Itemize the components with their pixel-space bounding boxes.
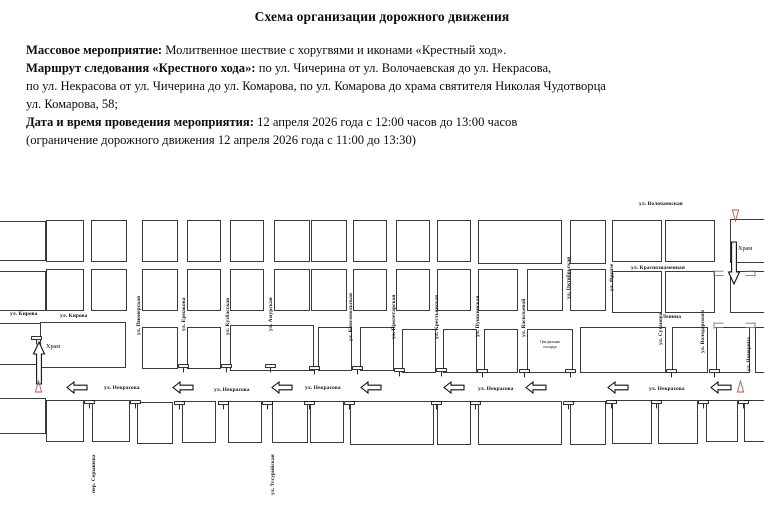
city-block: [570, 220, 606, 264]
barrier-icon: [436, 364, 447, 382]
city-block: [274, 220, 310, 262]
city-block: [311, 269, 347, 311]
city-block: [612, 220, 662, 262]
central-square-line2: площадь: [543, 345, 557, 350]
info-line: [26, 59, 742, 77]
arrow-left-icon: [607, 381, 629, 394]
street-label-chicherina: ул. Чичерина: [746, 337, 752, 371]
city-block: [580, 327, 666, 373]
info-value: ул. Комарова, 58;: [26, 97, 118, 112]
barrier-icon: [470, 397, 481, 415]
city-block: [0, 271, 46, 311]
street-label-kirova-1: ул. Кирова: [10, 311, 38, 317]
street-label-volodarskogo: ул. Володарского: [700, 309, 706, 353]
barrier-icon: [431, 397, 442, 415]
city-block: [0, 221, 46, 261]
city-block: [272, 401, 308, 443]
city-block: [350, 401, 434, 445]
city-block: [91, 220, 127, 262]
street-label-ussuriyskaya: ул. Уссурийская: [270, 454, 276, 495]
city-block: [478, 269, 518, 311]
cone-marker-icon: [34, 380, 43, 398]
city-block: [137, 402, 173, 444]
city-block: [396, 220, 430, 262]
arrow-left-icon: [172, 381, 194, 394]
street-label-kirova-2: ул. Кирова: [60, 313, 88, 319]
barrier-icon: [130, 396, 141, 414]
city-block: [0, 398, 46, 434]
city-block: [228, 401, 262, 443]
city-block: [46, 400, 84, 442]
city-block: [187, 220, 221, 262]
street-label-volochaevskaya: ул. Волочаевская: [639, 201, 683, 207]
barrier-icon: [265, 360, 276, 378]
event-info-block: [26, 41, 742, 149]
street-label-vasilevoy: ул. Васильевой: [521, 298, 527, 337]
arrow-left-icon: [66, 381, 88, 394]
arrow-left-icon: [443, 381, 465, 394]
barrier-icon: [565, 365, 576, 383]
city-block: [142, 269, 178, 311]
city-block: [665, 220, 715, 262]
city-block: [142, 220, 178, 262]
city-block: [230, 220, 264, 262]
street-label-kuzbasskaya: ул. Кузбасская: [225, 297, 231, 335]
street-label-proletarskaya: ул. Пролетарская: [391, 294, 397, 339]
info-value: (ограничение дорожного движения 12 апреля 2026 года с 11:00 до 13:30): [26, 133, 416, 148]
city-block: [402, 329, 436, 373]
street-label-nekrasova-2: ул. Некрасова: [214, 387, 250, 393]
street-label-pionerskaya: ул. Пионерская: [136, 295, 142, 335]
street-label-ermakova: ул. Ермакова: [181, 297, 187, 331]
city-block: [527, 269, 563, 311]
barrier-icon: [344, 397, 355, 415]
street-label-oktyabrskaya: ул. Октябрьская: [566, 256, 572, 299]
barrier-icon: [744, 317, 756, 335]
city-block: [478, 401, 562, 445]
arrow-left-icon: [271, 381, 293, 394]
barrier-icon: [713, 265, 725, 283]
barrier-icon: [394, 364, 405, 382]
info-value: по ул. Чичерина от ул. Волочаевская до ул. Некрасова,: [255, 61, 552, 76]
city-block: [182, 401, 216, 443]
info-value: Молитвенное шествие с хоругвями и иконами «Крестный ход».: [162, 43, 507, 58]
city-block: [46, 220, 84, 262]
city-block: [396, 269, 430, 311]
barrier-icon: [709, 365, 720, 383]
barrier-icon: [218, 397, 229, 415]
info-value: по ул. Некрасова от ул. Чичерина до ул. Комарова, по ул. Комарова до храма святителя Николая Чудотворца: [26, 79, 606, 94]
central-square-line1: Центральная: [540, 340, 560, 344]
temple-label-right: Храм: [738, 245, 753, 252]
city-block: [311, 220, 347, 262]
city-block: [318, 327, 352, 371]
arrow-down-icon-chicherina: [727, 241, 741, 290]
street-label-pushkinskaya: ул. Пушкинская: [475, 295, 481, 337]
info-line: [26, 41, 742, 59]
cone-marker-icon: [736, 380, 745, 398]
city-block: [437, 401, 471, 445]
city-block: [230, 269, 264, 311]
street-label-amurskaya: ул. Амурская: [268, 297, 274, 331]
barrier-icon: [666, 365, 677, 383]
city-block: [706, 400, 738, 442]
city-block: [187, 269, 221, 311]
city-block: [274, 269, 310, 311]
info-line: [26, 131, 742, 149]
barrier-icon: [713, 317, 725, 335]
barrier-icon: [174, 397, 185, 415]
cone-marker-icon: [731, 209, 740, 227]
city-block: [755, 327, 764, 373]
info-value: 12 апреля 2026 года с 12:00 часов до 13:00 часов: [253, 115, 518, 130]
barrier-icon: [84, 396, 95, 414]
info-label: Маршрут следования «Крестного хода»:: [26, 61, 256, 76]
barrier-icon: [563, 397, 574, 415]
city-block: [484, 329, 518, 373]
street-label-krestyanskaya: ул. Крестьянская: [434, 294, 440, 339]
city-block: [360, 327, 394, 371]
barrier-icon: [651, 396, 662, 414]
city-block: [92, 400, 130, 442]
barrier-icon: [262, 397, 273, 415]
info-line: [26, 113, 742, 131]
city-block: [437, 220, 471, 262]
street-label-per-seryshева: пер. Серышева: [91, 454, 97, 493]
street-label-nekrasova-4: ул. Некрасова: [478, 386, 514, 392]
street-label-frunze: ул. Фрунзе: [609, 263, 615, 291]
street-label-nekrasova-3: ул. Некрасова: [305, 385, 341, 391]
city-block: [91, 269, 127, 311]
city-block: [612, 271, 662, 313]
city-block: [353, 269, 387, 311]
city-block: [612, 400, 652, 444]
city-block: [570, 401, 606, 445]
page-title: Схема организации дорожного движения: [254, 9, 510, 24]
city-block: [570, 269, 606, 311]
street-label-nekrasova-5: ул. Некрасова: [649, 386, 685, 392]
street-label-lenina: Ленина: [662, 314, 681, 320]
street-label-sukhanova: ул. Суханова: [658, 312, 664, 345]
street-label-komsomolskaya: ул. Комсомольская: [348, 293, 354, 341]
barrier-icon: [304, 397, 315, 415]
barrier-icon: [519, 365, 530, 383]
city-block: [658, 400, 698, 444]
street-label-nekrasova-1: ул. Некрасова: [104, 385, 140, 391]
street-label-krasnoznamennaya: ул. Краснознаменная: [631, 265, 685, 271]
city-block: [478, 220, 562, 264]
info-line: [26, 95, 742, 113]
city-block: [142, 327, 178, 369]
info-label: Массовое мероприятие:: [26, 43, 163, 58]
barrier-icon: [31, 332, 42, 350]
central-square-label: [527, 340, 573, 351]
arrow-left-icon: [360, 381, 382, 394]
info-label: Дата и время проведения мероприятия:: [26, 115, 254, 130]
city-block: [187, 327, 221, 369]
traffic-scheme-map: [0, 195, 764, 506]
city-block: [46, 269, 84, 311]
barrier-icon: [309, 362, 320, 380]
city-block: [310, 401, 344, 443]
barrier-icon: [744, 265, 756, 283]
city-block: [353, 220, 387, 262]
barrier-icon: [178, 360, 189, 378]
city-block: [443, 329, 477, 373]
city-block: [437, 269, 471, 311]
barrier-icon: [477, 365, 488, 383]
info-line: [26, 77, 742, 95]
barrier-icon: [221, 360, 232, 378]
temple-label-left: Храм: [46, 343, 61, 350]
barrier-icon: [698, 396, 709, 414]
barrier-icon: [606, 396, 617, 414]
barrier-icon: [738, 396, 749, 414]
city-block: [665, 271, 715, 313]
barrier-icon: [352, 362, 363, 380]
